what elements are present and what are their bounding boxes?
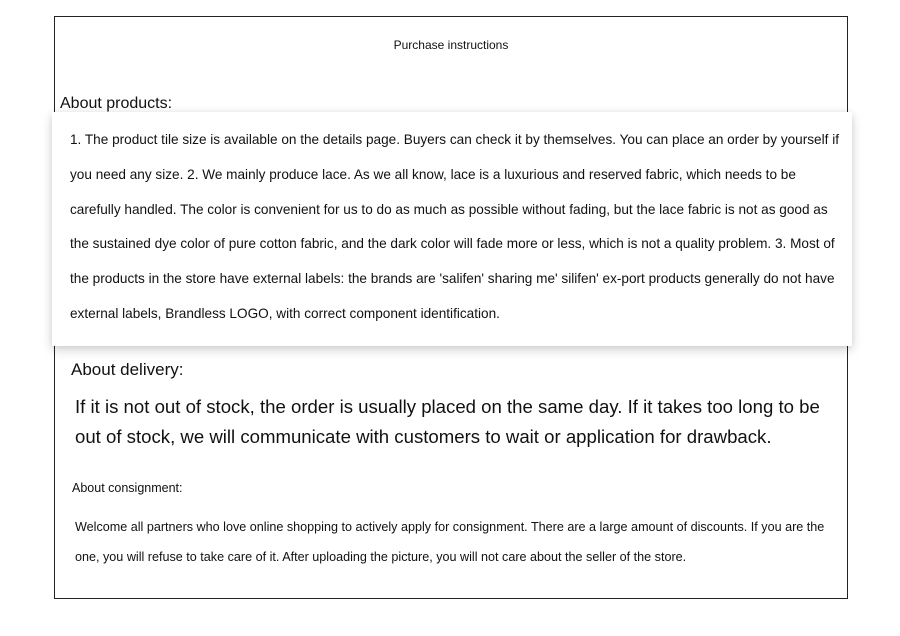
consignment-heading: About consignment: (72, 481, 183, 495)
consignment-body: Welcome all partners who love online shopping to actively apply for consignment. There are a large amount of discounts. If you are the one, you will refuse to take care of it. After uploading the picture, you will not care about the seller of the store. (75, 520, 825, 564)
products-heading: About products: (60, 95, 173, 112)
delivery-body: If it is not out of stock, the order is usually placed on the same day. If it takes too long to be out of stock, we will communicate with customers to wait or application for drawback. (75, 396, 820, 447)
delivery-heading: About delivery: (71, 360, 184, 379)
products-body: 1. The product tile size is available on the details page. Buyers can check it by themselves. You can place an order by yourself if you need any size. 2. We mainly produce lace. As we all know, lace is a luxurious and reserved fabric, which needs to be carefully handled. The color is convenient for us to do as much as possible without fading, but the lace fabric is not as good as the sustained dye color of pure cotton fabric, and the dark color will fade more or less, which is not a quality problem. 3. Most of the products in the store have external labels: the brands are 'salifen' sharing me' silifen' ex-port products generally do not have external labels, Brandless LOGO, with correct component identification. (70, 132, 839, 321)
page-title-text: Purchase instructions (393, 38, 509, 52)
page-title (54, 38, 848, 52)
